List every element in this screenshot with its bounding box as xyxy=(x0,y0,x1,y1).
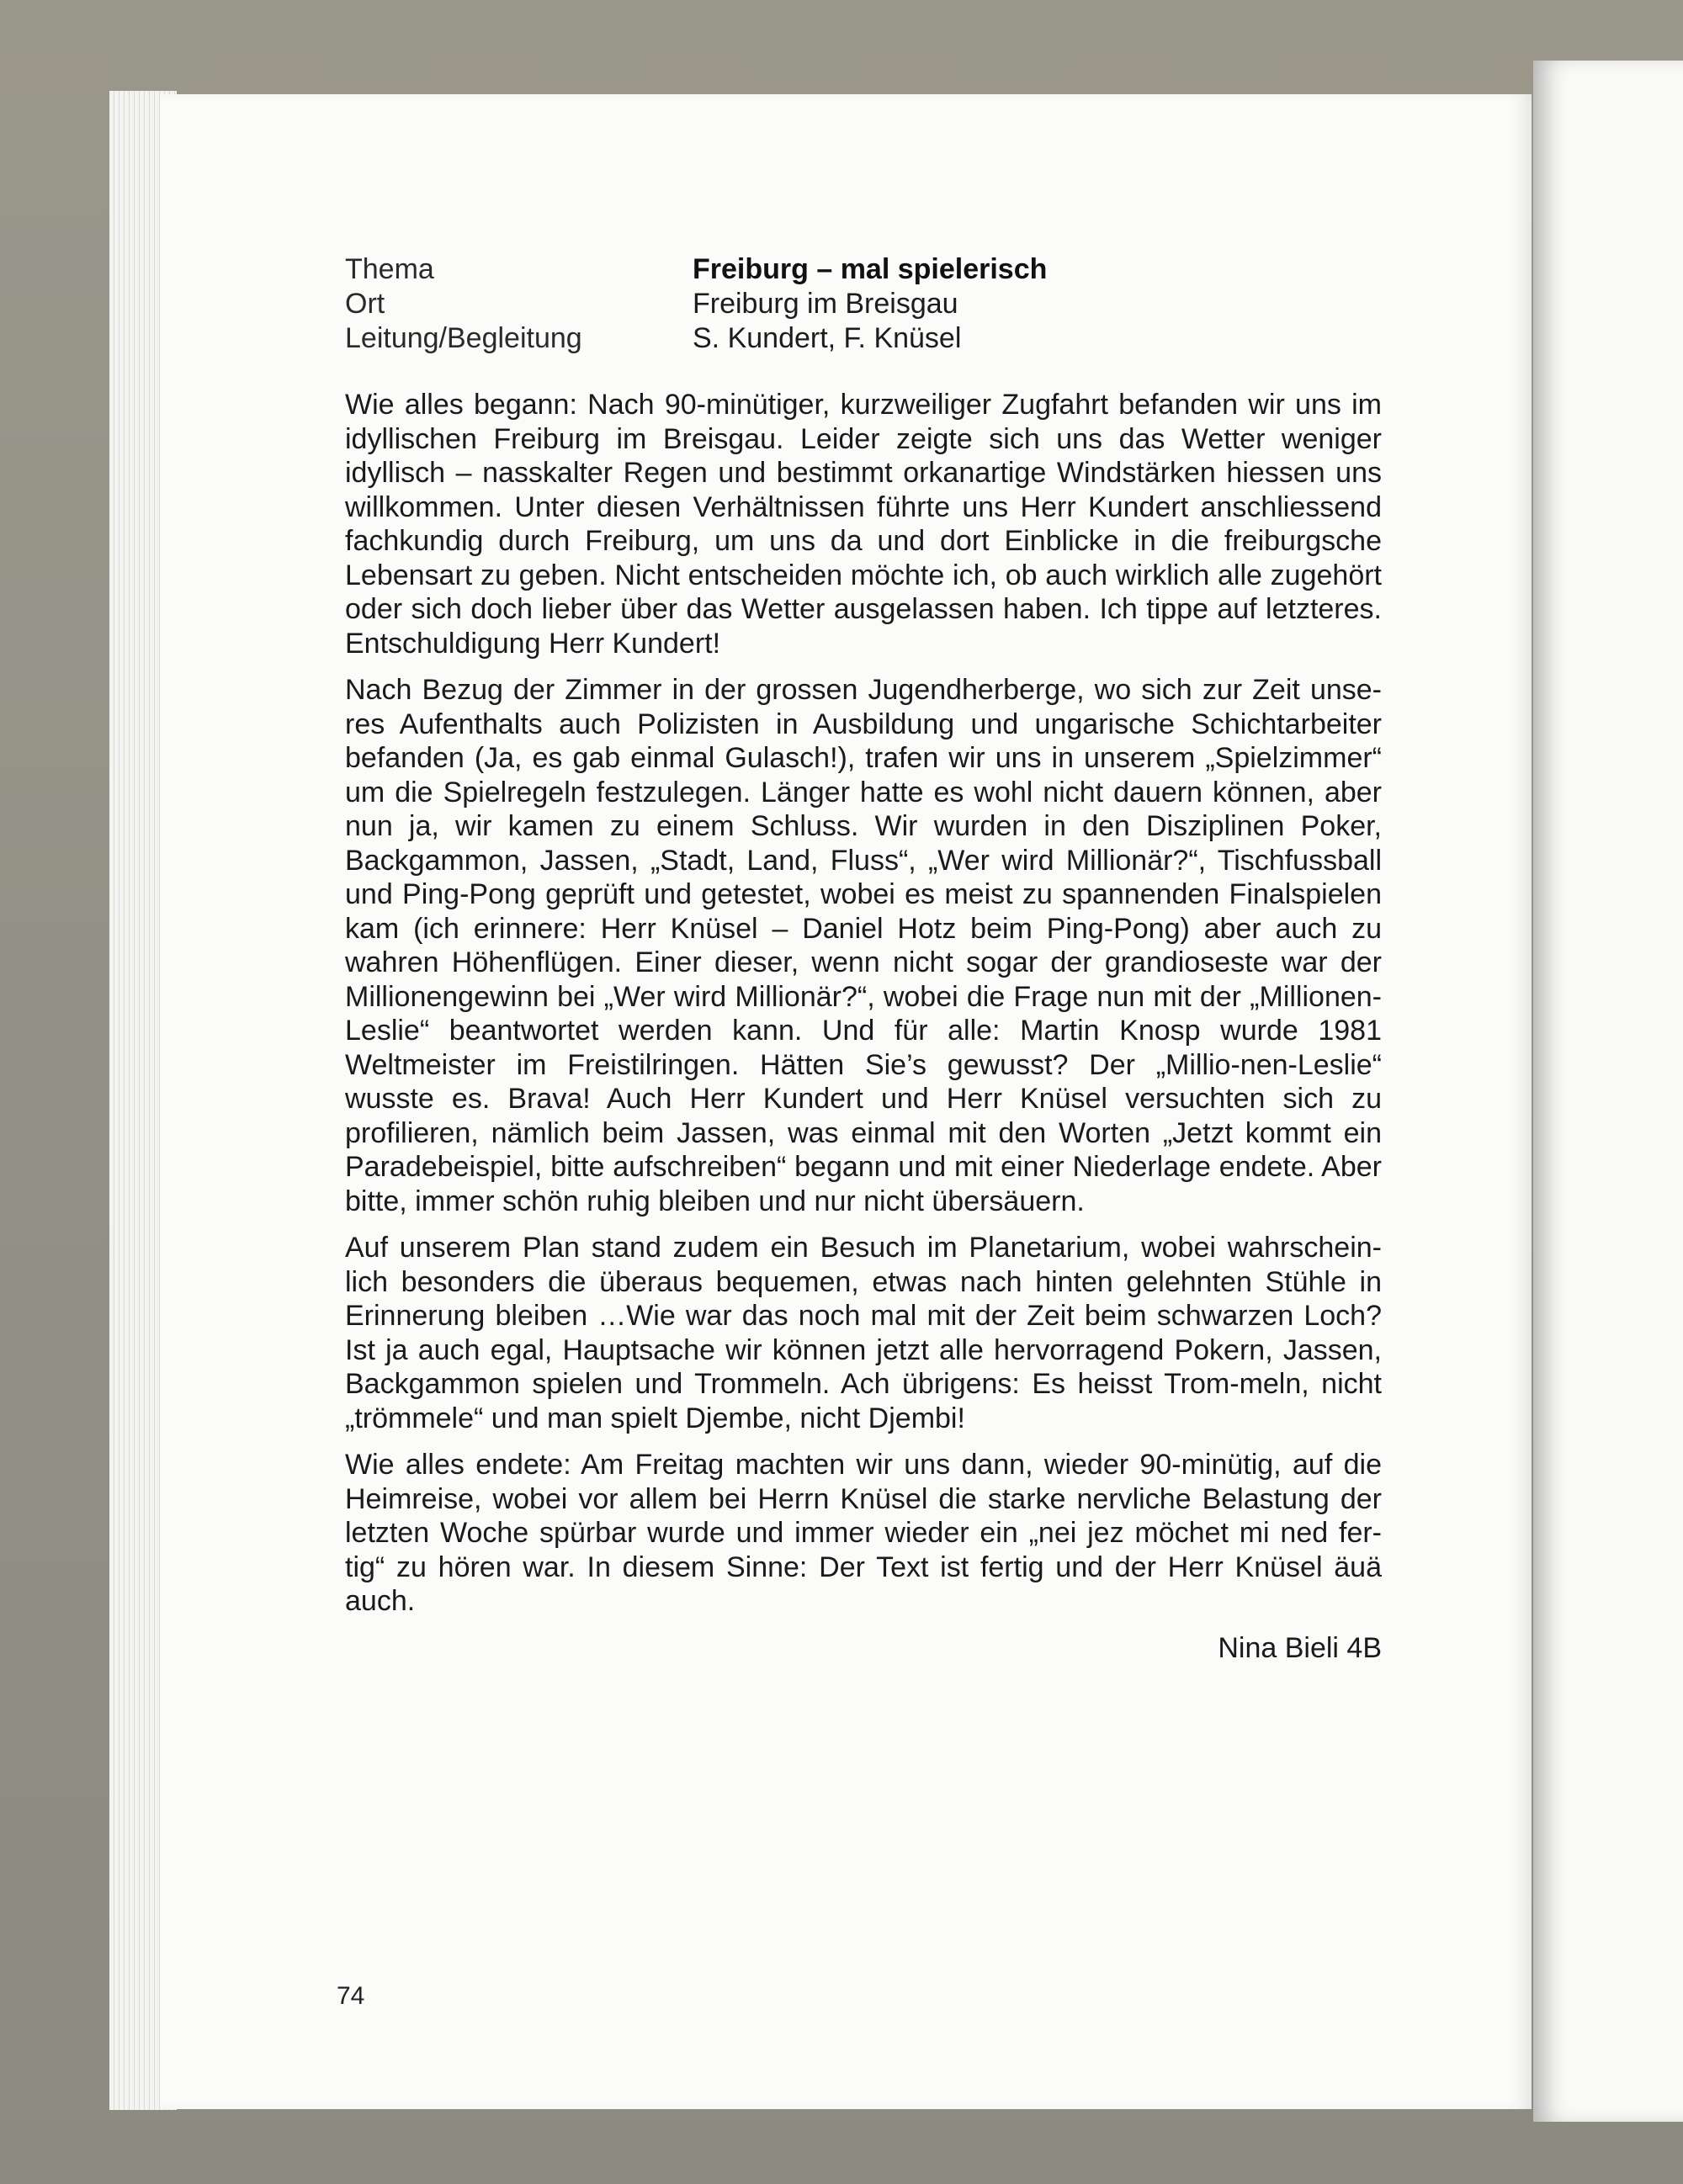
paragraph-return: Wie alles endete: Am Freitag machten wir uns dann, wieder 90-minütig, auf die Heimreise, wobei vor allem bei Herrn Knüsel die starke nervliche Belastung der letzten Woche spürbar wurde und immer wieder ein „nei jez möchet mi ned fer-tig“ zu hören war. In diesem Sinne: Der Text ist fertig und der Herr Knüsel äuä auch. xyxy=(345,1449,1382,1617)
paragraph-games: Nach Bezug der Zimmer in der grossen Jugendherberge, wo sich zur Zeit unse-res Aufenthalts auch Polizisten in Ausbildung und ungarische Schichtarbeiter befanden (Ja, es gab einmal Gulasch!), trafen wir uns in unserem „Spielzimmer“ um die Spielregeln festzulegen. Länger hatte es wohl nicht dauern können, aber nun ja, wir kamen zu einem Schluss. Wir wurden in den Disziplinen Poker, Backgammon, Jassen, „Stadt, Land, Fluss“, „Wer wird Millionär?“, Tischfussball und Ping-Pong geprüft und getestet, wobei es meist zu spannenden Finalspielen kam (ich erinnere: Herr Knüsel – Daniel Hotz beim Ping-Pong) aber auch zu wahren Höhenflügen. Einer dieser, wenn nicht sogar der grandioseste war der Millionengewinn bei „Wer wird Millionär?“, wobei die Frage nun mit der „Millionen-Leslie“ beantwortet werden kann. Und für alle: Martin Knosp wurde 1981 Weltmeister im Freistilringen. Hätten Sie’s gewusst? Der „Millio-nen-Leslie“ wusste es. Brava! Auch Herr Kundert und Herr Knüsel versuchten sich zu profilieren, nämlich beim Jassen, was einmal mit den Worten „Jetzt kommt ein Paradebeispiel, bitte aufschreiben“ begann und mit einer Niederlage endete. Aber bitte, immer schön ruhig bleiben und nur nicht übersäuern. xyxy=(345,674,1382,1217)
thema-label: Thema xyxy=(345,253,434,285)
article xyxy=(345,252,1382,1666)
paragraph-planetarium: Auf unserem Plan stand zudem ein Besuch im Planetarium, wobei wahrschein-lich besonders die überaus bequemen, etwas nach hinten gelehnten Stühle in Erinnerung bleiben …Wie war das noch mal mit der Zeit beim schwarzen Loch? Ist ja auch egal, Hauptsache wir können jetzt alle hervorragend Pokern, Jassen, Backgammon spielen und Trommeln. Ach übrigens: Es heisst Trom-meln, nicht „trömmele“ und man spielt Djembe, nicht Djembi! xyxy=(345,1232,1382,1434)
ort-value: Freiburg im Breisgau xyxy=(693,288,958,320)
page-number: 74 xyxy=(337,1982,365,2010)
article-title: Freiburg – mal spielerisch xyxy=(693,253,1048,285)
leitung-label: Leitung/Begleitung xyxy=(345,322,582,354)
leitung-value: S. Kundert, F. Knüsel xyxy=(693,322,962,354)
paragraph-arrival: Wie alles begann: Nach 90-minütiger, kurzweiliger Zugfahrt befanden wir uns im idyllischen Freiburg im Breisgau. Leider zeigte sich uns das Wetter weniger idyllisch – nasskalter Regen und bestimmt orkanartige Windstärken hiessen uns willkommen. Unter diesen Verhältnissen führte uns Herr Kundert anschliessend fachkundig durch Freiburg, um uns da und dort Einblicke in die freiburgsche Lebensart zu geben. Nicht entscheiden möchte ich, ob auch wirklich alle zugehört oder sich doch lieber über das Wetter ausgelassen haben. Ich tippe auf letzteres. Entschuldigung Herr Kundert! xyxy=(345,389,1382,660)
facing-page-edge xyxy=(1533,61,1683,2122)
author-signature: Nina Bieli 4B xyxy=(1218,1631,1382,1664)
ort-label: Ort xyxy=(345,288,385,320)
article-meta xyxy=(345,252,1382,356)
